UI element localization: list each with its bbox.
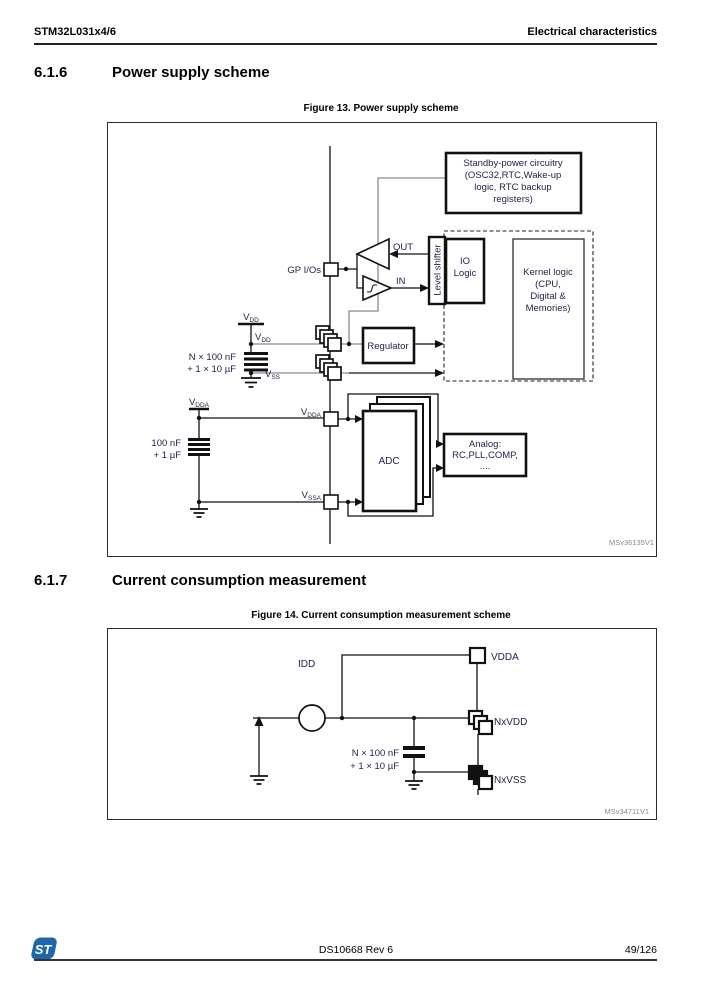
vdda-pad [470, 648, 485, 663]
vss-pin-label: $V_{SS}$ [265, 369, 281, 381]
nxvss-label: NxVSS [494, 775, 527, 786]
fig14-svg [108, 629, 656, 819]
adc-label: ADC [378, 456, 400, 467]
idd-label: IDD [298, 659, 316, 670]
adc-box-stack [363, 397, 430, 511]
fig13-watermark: MSv36135V1 [608, 538, 654, 547]
fig14-watermark: MSv34711V1 [604, 807, 649, 816]
analog-line3: .... [479, 461, 491, 472]
gpio-pad [324, 263, 338, 276]
cap2-value-line2: + 1 µF [153, 450, 181, 461]
header-product-title: STM32L031x4/6 [34, 26, 116, 38]
analog-line1: Analog: [468, 439, 502, 450]
ammeter-symbol [299, 705, 325, 731]
kernel-line1: Kernel logic [523, 267, 573, 278]
header-rule [34, 43, 657, 45]
vdda-pad [324, 412, 338, 426]
vss-pad-stack [316, 355, 341, 380]
vdd-supply-label: $V_{DD}$ [243, 312, 259, 324]
page-number: 49/126 [624, 944, 657, 956]
vssa-pad [324, 495, 338, 509]
regulator-arrow [435, 340, 444, 348]
doc-revision: DS10668 Rev 6 [318, 944, 394, 956]
cap2-value-line1: 100 nF [151, 438, 181, 449]
output-buffer [357, 239, 389, 269]
figure-13-power-supply-scheme [107, 122, 657, 557]
footer-rule [34, 959, 657, 961]
nxvdd-pad-stack [469, 711, 492, 734]
gpio-label: GP I/Os [287, 265, 321, 276]
in-label: IN [396, 276, 406, 287]
section-6-1-7-title: Current consumption measurement [112, 572, 367, 589]
ground-symbol-vssa [190, 509, 208, 517]
vdda-label: VDDA [491, 652, 519, 663]
vdd-pin-label: $V_{DD}$ [255, 332, 271, 344]
vdd-pad-stack [316, 326, 341, 351]
standby-line2: (OSC32,RTC,Wake-up [464, 170, 562, 181]
vdda-supply-label: $V_{DDA}$ [188, 397, 210, 409]
fig14-wires [253, 655, 478, 795]
nxvdd-label: NxVDD [494, 717, 528, 728]
fig14-cap-line1: N × 100 nF [351, 748, 399, 759]
ground-symbol-vss [241, 378, 261, 387]
ground-symbol-left [250, 776, 268, 784]
level-shifter-label: Level shifter [432, 244, 444, 296]
standby-line4: registers) [493, 194, 533, 205]
figure-13-caption: Figure 13. Power supply scheme [303, 103, 459, 114]
fig14-cap-line2: + 1 × 10 µF [350, 761, 399, 772]
header-chapter-title: Electrical characteristics [527, 26, 657, 38]
vss-arrow [435, 369, 444, 377]
fig14-capacitor [403, 746, 425, 758]
section-6-1-7-number: 6.1.7 [34, 572, 68, 589]
vssa-pin-label: $V_{SSA}$ [301, 490, 321, 502]
figure-14-current-measurement-scheme [107, 628, 657, 820]
kernel-line3: Digital & [530, 291, 566, 302]
gpio-buffer-wiring [338, 254, 363, 288]
analog-line2: RC,PLL,COMP, [452, 450, 518, 461]
vdda-branch [342, 655, 470, 718]
vdda-pin-label: $V_{DDA}$ [300, 407, 321, 419]
cap1-value-line2: + 1 × 10 µF [187, 364, 236, 375]
capacitor-2 [188, 438, 210, 456]
out-label: OUT [393, 242, 414, 253]
st-logo-icon [30, 937, 58, 960]
fig13-svg [108, 123, 656, 556]
section-6-1-6-number: 6.1.6 [34, 64, 68, 81]
st-logo [30, 937, 58, 960]
standby-line3: logic, RTC backup [474, 182, 552, 193]
io-logic-line2: Logic [453, 268, 477, 279]
input-schmitt-buffer [363, 276, 391, 300]
kernel-line4: Memories) [525, 303, 571, 314]
nxvss-pad-stack [469, 766, 492, 789]
in-arrow [420, 284, 429, 292]
ground-symbol-capacitor [405, 781, 423, 789]
junction-dots [197, 267, 351, 504]
st-logo-text: ST [34, 942, 52, 957]
figure-14-caption: Figure 14. Current consumption measurement scheme [251, 610, 511, 621]
io-logic-line1: IO [459, 256, 471, 267]
section-6-1-6-title: Power supply scheme [112, 64, 270, 81]
regulator-label: Regulator [367, 341, 409, 352]
cap1-value-line1: N × 100 nF [188, 352, 236, 363]
kernel-line2: (CPU, [535, 279, 561, 290]
standby-line1: Standby-power circuitry [463, 158, 563, 169]
